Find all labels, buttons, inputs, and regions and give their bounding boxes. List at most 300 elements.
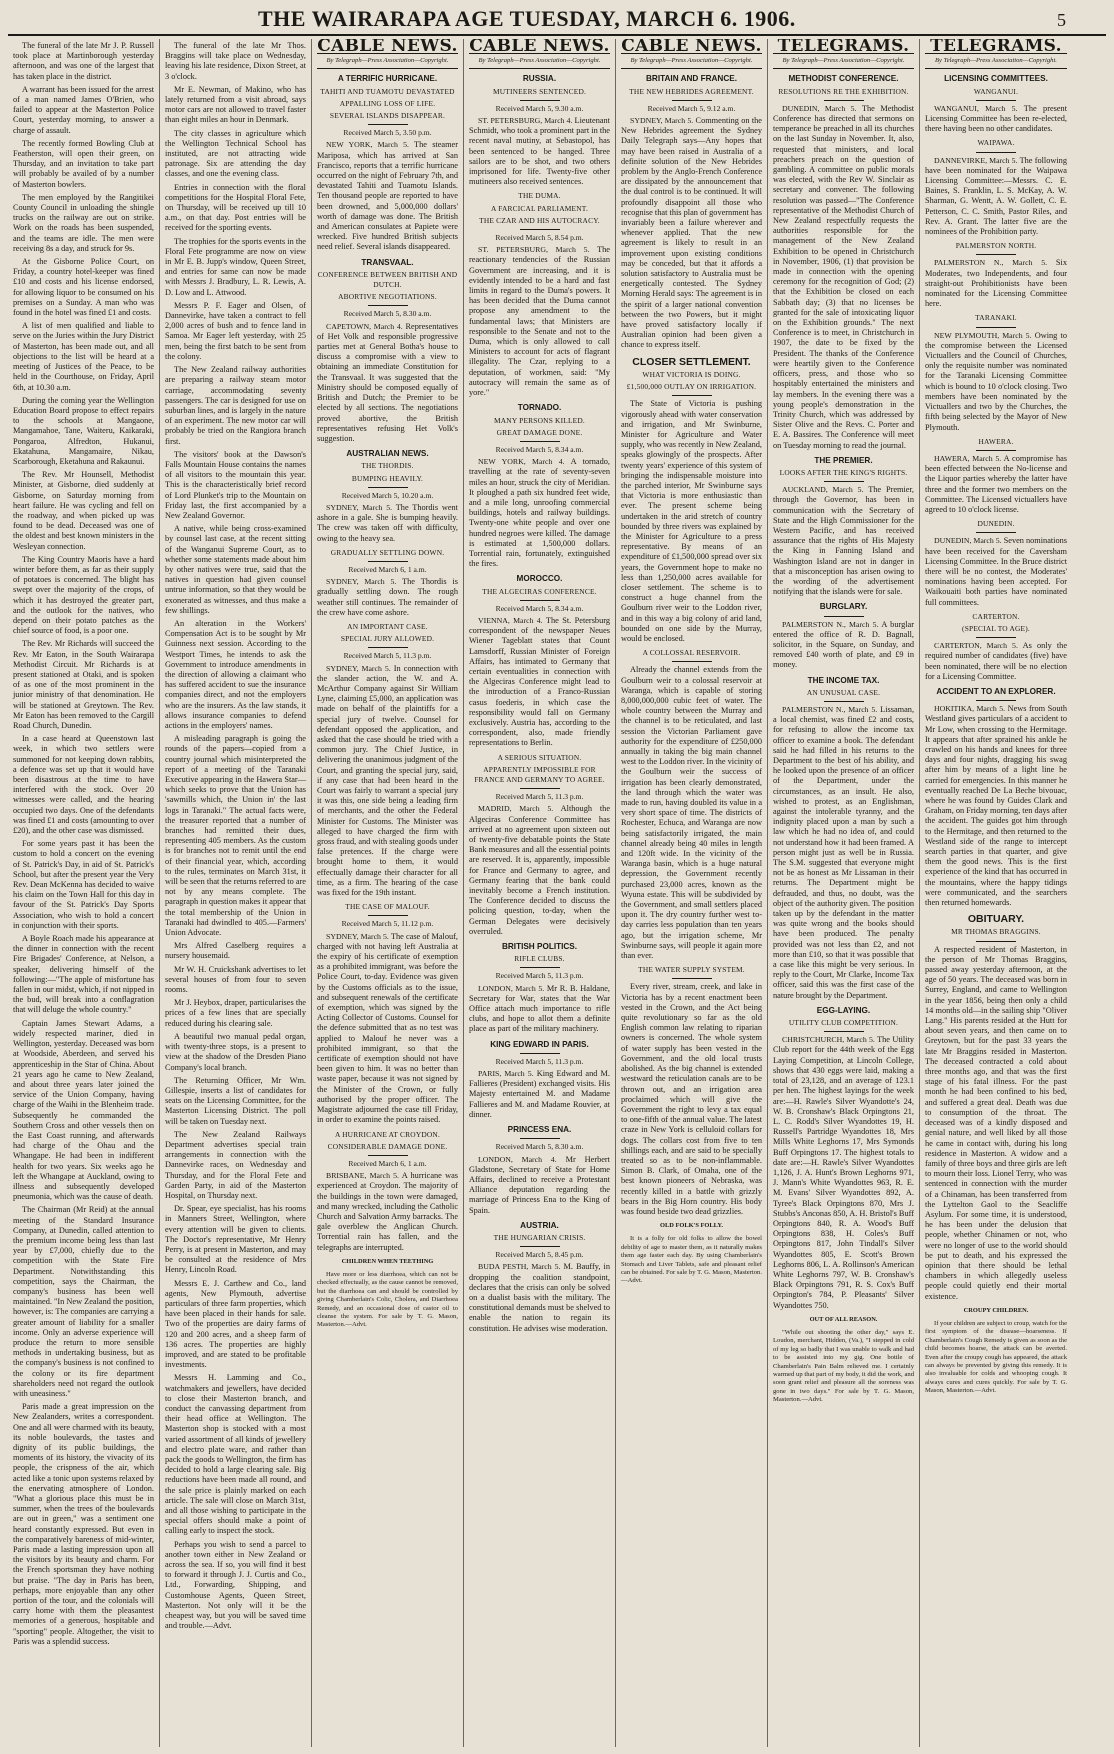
divider <box>672 661 712 662</box>
article <box>469 74 610 187</box>
article-body <box>925 536 1067 607</box>
dateline: CHRISTCHURCH, March 5. <box>782 1035 875 1045</box>
article-text: The State of Victoria is pushing vigorously ahead with water conservation and irrigation, and Mr Swinburne, Minister for Agriculture and Water supply, who was recently in New Zealand, speaks glowingly of the prospects. After twenty years' experience of this system of bringing the indispensable moisture into the parched interior, Mr Swinburne says that Victoria is more enthusiastic than ever. The present scheme being undertaken in the arid stretch of country bounded by three rivers was explained by the Minister for Agriculture to a press representative. By means of an expenditure of £1,500,000 spread over six years, the Government hope to make no less than 1,250,000 acres available for closer settlement. The scheme is to construct a huge channel from the Goulburn river weir to the Loddon river, and in this way a big colony of arid land, bounded on one side by the Murray, would be enclosed. <box>621 399 762 643</box>
divider <box>976 941 1016 942</box>
article-subheading: SPECIAL JURY ALLOWED. <box>340 634 435 644</box>
news-paragraph: Dr. Spear, eye specialist, has his rooms in Manners Street, Wellington, where every attention will be given to clients. The Doctor's representative, Mr Henry Perry, is at present in Masterton, and may be consulted at the residence of Mrs Henry, Lincoln Road. <box>165 1204 306 1275</box>
article-text: Seven nominations have been received for the Caversham Licensing Committee. In the Bruce district there will be no contest, the Moderates' nominations having been accepted. For Waikouaiti both parties have nominated full committees. <box>925 536 1068 607</box>
column-cable-news-2 <box>464 39 616 1747</box>
article-subheading: A FARCICAL PARLIAMENT. <box>491 203 588 213</box>
article <box>773 456 914 598</box>
news-paragraph: An alteration in the Workers' Compensation Act is to be sought by Mr Guinness next session. According to the Westport Times, he intends to ask the Government to introduce amendments in the direction of allowing a claimant who has suffered accident to sue the insurance companies direct, and not the employers who are the insurers. As the law stands, it allows insurance companies to defend actions in the employers' names. <box>165 618 306 730</box>
dateline: HAWERA, March 5. <box>934 453 1002 463</box>
news-paragraph: The Rev. Mr Hounsell, Methodist Minister, at Gisborne, died suddenly at Gisborne, on Saturday morning from heart failure. He was cycling and fell on the roadway, and when picked up was found to be dead. Deceased was one of the oldest and best known ministers in the Wesleyan connection. <box>13 470 154 551</box>
masthead <box>8 6 1106 36</box>
dateline: DUNEDIN, March 5. <box>934 536 1002 546</box>
article <box>925 914 1067 1302</box>
article-body <box>925 331 1067 433</box>
column-telegrams-2 <box>920 39 1072 1747</box>
article-text: A tornado, travelling at the rate of seventy-seven miles an hour, struck the city of Meridian. It ploughed a path six hundred feet wide, and a mile long, unroofing commercial buildings, hotels and railway buildings. Twenty-one white people and over one hundred negroes were killed. The damage is estimated at 1,500,000 dollars. Torrential rain, fortunately, extinguished the fires. <box>469 457 610 569</box>
news-paragraph: During the coming year the Wellington Education Board propose to effect repairs to the schools at Mangaone, Mangamahoe, Tane, Waiteru, Kaikaraki, Pongaroa, Alfredton, Hukanui, Ekatahuna, Mangamaire, Nikau, Scarborough, Eketahuna and Rakaunui. <box>13 395 154 466</box>
article-subheading: WAIPAWA. <box>977 138 1015 148</box>
article <box>469 753 610 937</box>
divider <box>368 1155 408 1156</box>
article-text: A compromise has been effected between the No-license and the Liquor parties whereby the latter have three and the former two members on the Committee. The Licensed victuallers have agreed to 10 o'clock license. <box>925 453 1068 514</box>
divider <box>520 100 560 101</box>
news-paragraph: The Rev. Mr Richards will succeed the Rev. Mr Eaton, in the South Wairarapa Methodist Circuit. Mr Richards is at present stationed at Otaki, and is spoken of as one of the most prominent in the junior ministry of that denomination. He will be stationed at Greytown. The Rev. Mr Eaton has been removed to the Cargill Road Church, Dunedin. <box>13 639 154 730</box>
advert-heading: OUT OF ALL REASON. <box>809 1315 878 1323</box>
article <box>925 437 1067 515</box>
divider <box>368 305 408 306</box>
column-heading: CABLE NEWS. <box>469 39 610 56</box>
received-line: Received March 6, 1 a.m. <box>348 1158 427 1168</box>
received-line: Received March 5, 8.30 a.m. <box>343 309 432 319</box>
article-subheading: AN UNUSUAL CASE. <box>806 687 881 697</box>
article-subheading: £1,500,000 OUTLAY ON IRRIGATION. <box>626 382 757 392</box>
article-subheading: THE ALGECIRAS CONFERENCE. <box>482 586 597 596</box>
news-paragraph: The Chairman (Mr Reid) at the annual meeting of the Standard Insurance Company, at Dunedin, called attention to the premium income being less than last year by £7,000, chiefly due to the competition with the State Fire Department. Notwithstanding this competition, says the Chairman, the company's business has been well maintained. "In New Zealand the position, however, is: The companies are carrying a greater amount of liability for a smaller income. Only an adverse experience will produce the return to more sensible methods in undertaking business, but as the company's business is not confined to the colony or its fire department shareholders need not regard the outlook with uneasiness." <box>13 1205 154 1398</box>
article-subheading: TAHITI AND TUAMOTU DEVASTATED <box>320 86 455 96</box>
article-text: The steamer Mariposa, which has arrived at San Francisco, reports that a terrific hurricane occurred on the night of February 7th, and devastated Tahiti and Tuamotu Islands. Ten thousand people are reported to have been drowned, and 5,000,000 dollars' worth of damage was done. The British and American consulates at Papiete were wrecked. Five hundred British subjects need relief. Several islands disappeared. <box>317 140 458 252</box>
dateline: BUDA PESTH, March 5. <box>478 1262 561 1272</box>
divider <box>520 1138 560 1139</box>
article-subheading: DUNEDIN. <box>977 519 1015 529</box>
news-paragraph: A native, while being cross-examined by counsel last case, at the recent sitting of the Wanganui Supreme Court, as to whether some statements made about him by other natives were true, said that the natives in question had given counsel untrue information, so that they would be exonerated as witnesses, and thus make a few shillings. <box>165 524 306 615</box>
dateline: DUNEDIN, March 5. <box>782 103 857 113</box>
divider <box>976 254 1016 255</box>
article-body <box>773 104 914 451</box>
article-text: The following have been nominated for the Waipawa Licensing Committee:—Messrs. C. E. Baines, S. Franklin, L. S. McKay, A. W. Sharman, G. Wentt, A. W. Gollett, C. E. Petterson, C. C. Smith, Pastor Riles, and Rev. A. Grant. The latter five are the nominees of the Prohibition party. <box>925 155 1067 237</box>
article-subheading: A HURRICANE AT CROYDON. <box>334 1129 441 1139</box>
article-body <box>317 1171 458 1253</box>
article-headline: KING EDWARD IN PARIS. <box>490 1039 589 1049</box>
article-text: Owing to the compromise between the Licensed Victuallers and the Council of Churches, only the requisite number was nominated for the Taranaki Licensing Committee which is bound to 10 o'clock closing. Two members have been nominated by the Victuallers and two by the Churches, the fifth being selected by the Mayor of New Plymouth. <box>925 330 1067 432</box>
article-body <box>317 932 458 1126</box>
article-headline: TORNADO. <box>517 403 562 413</box>
article-subheading: TARANAKI. <box>975 313 1017 323</box>
news-paragraph: The recently formed Bowling Club at Featherston, will open their green, on Thursday, and an invitation to take part will probably be availed of by a number of Masterton bowlers. <box>13 138 154 189</box>
article <box>773 602 914 670</box>
received-line: Received March 5, 9.30 a.m. <box>495 103 584 113</box>
article-body <box>317 577 458 618</box>
divider <box>976 637 1016 638</box>
dateline: WANGANUI, March 5. <box>934 103 1018 113</box>
dateline: HOKITIKA, March 5. <box>934 704 1006 714</box>
article-headline: THE INCOME TAX. <box>807 675 880 685</box>
article-headline: BRITISH POLITICS. <box>501 942 578 952</box>
article-subheading: WANGANUI. <box>973 86 1019 96</box>
article-body <box>925 704 1067 908</box>
article <box>621 357 762 644</box>
divider <box>368 647 408 648</box>
advert-text: If your children are subject to croup, watch for the first symptom of the disease—hoarseness. If Chamberlain's Cough Remedy is given as soon as the child becomes hoarse, the attack can be averted. Even after the croupy cough has appeared, the attack can always be prevented by giving this remedy. It is also invaluable for colds and whooping cough. It always cures and cures quickly. For sale by T. G. Mason, Masterton.—Advt. <box>925 1319 1067 1395</box>
news-paragraph: The New Zealand Railways Department advertises special train arrangements in connection with the Dannevirke races, on Wednesday and Thursday, and for the Floral Fete and Garden Party, in aid of the Masterton Hospital, on Thursday next. <box>165 1129 306 1200</box>
article-body <box>621 665 762 961</box>
article-body <box>621 399 762 644</box>
divider <box>824 701 864 702</box>
divider <box>976 152 1016 153</box>
article-text: A respected resident of Masterton, in the person of Mr Thomas Braggins, passed away yesterday afternoon, at the age of 50 years. The deceased was born in Surrey, England, and came to Wellington in the year 1856, being then only a child 14 months old—in the sailing ship "Oliver Lang." His parents resided at the Hutt for about seven years, and then came on to Greytown, but for the past 33 years the late Mr Braggins resided in Masterton. The deceased contracted a cold about three months ago, and that was the first stage of his fatal illness. For the past month he had been confined to his bed, and suffered a great deal. Death was due to consumption of the throat. The deceased was of a kindly disposed and genial nature, and well liked by all those he came in contact with, during his long residence in Masterton. A widow and a family of three boys and three girls are left to mourn their loss. Lionel Terry, who was sentenced in connection with the murder of a Chinaman, has been transferred from the Lyttelton Gaol to the Seacliffe Asylum. For some time, it is understood, he has been under the delusion that people, whether Chinamen or not, who were no longer of use to the world should be put to death, and his expressed the opinion that there should be lethal chambers in which allegedly useless people could quietly end their mortal existence. <box>925 944 1067 1301</box>
column-cable-news-1 <box>312 39 464 1747</box>
news-paragraph: A Boyle Roach made his appearance at the dinner in connection with the recent Fire Brigades' Conference, at Nelson, a speaker, delivering himself of the following:—"The apple of misfortune has fallen in our midst, which, if not nipped in the bud, will break into a conflagration that will deluge the whole country." <box>13 934 154 1015</box>
article <box>469 403 610 569</box>
divider <box>520 967 560 968</box>
columns <box>8 39 1106 1747</box>
advert-heading: CHILDREN WHEN TEETHING <box>341 1257 434 1265</box>
article-headline: AUSTRIA. <box>520 1220 559 1230</box>
article-text: Six Moderates, two Independents, and four straight-out Prohibitionists have been nominated for the Licensing Committee here. <box>925 258 1067 309</box>
article-text: Already the channel extends from the Goulburn weir to a colossal reservoir at Waranga, which is capable of storing 8,000,000,000 cubic feet of water. The whole country between the Murray and the channel is to be reticulated, and last session the Victorian Parliament gave authority for the expenditure of £250,000 annually in taking the big main channel west to the Loddon river. In the vicinity of the Goulburn weir the success of irrigation has been clearly demonstrated, the land through which the water was made to run, having doubled its value in a very short space of time. The districts of Rochester, Echuca, and Waranga are now being satisfactorily irrigated, the main channel already being 40 miles in length and 120ft wide. In the vicinity of the Waranga basin, which is a huge natural depression, the Government recently purchased 23,000 acres, known as the Wyuna estate. This will be subdivided by the Government, and small settlers placed upon it. The dry country further west to-day carries less population than ten years ago, but the irrigation scheme, Mr Swinburne says, will people it again more than ever. <box>621 665 762 961</box>
article-body <box>925 258 1067 309</box>
article-body <box>317 140 458 252</box>
article-headline: CLOSER SETTLEMENT. <box>632 355 751 368</box>
article-text: The Methodist Conference has directed that sermons on temperance be preached in all its churches on the last Sunday in November. It, also, requested that ministers, and local preachers preach on the question of gambling. A committee on public morals was elected, with the Rev W. Sinclair as secretary and convener. The following resolution was passed—"The Conference representative of the Methodist Church of New Zealand respectfully requests the authorities responsible for the management of the New Zealand Exhibition to be opened in Christchurch in November, 1906, (1) that provision be made in connection with the opening ceremony for the recognition of God; (2) that the Exhibition be closed on each Sabbath day; (3) that no licenses be granted for the sale of intoxicating liquor on the Exhibition grounds." The next Conference is to meet, in Christchurch in 1907, the date to be fixed by the President. The thanks of the Conference were heartily given to the Conference officers, press, and those who so hospitably entertained the ministers and lay members. In the evening there was a young people's demonstration in the Trinity Church, which was addressed by Sister Olive and the Revs. C. Porter and E. A. Bassires. The Conference will meet on Tuesday morning to read the journal. <box>773 103 914 450</box>
news-paragraph: Mr E. Newman, of Makino, who has lately returned from a visit abroad, says motor cars are not allowed to travel faster than eight miles an hour in Denmark. <box>165 84 306 125</box>
article-subheading: LOOKS AFTER THE KING'S RIGHTS. <box>779 467 908 477</box>
article-text: The case of Malouf, charged with not having left Australia at the expiry of his certificate of exemption as a prohibited immigrant, was before the Police Court, to-day. Evidence was given by the Customs officials as to the issue, and subsequent renewals of the certificate of exemption, which was signed by the Acting Collector of Customs. Counsel for the defence submitted that as no test was applied to Malouf he never was a prohibited immigrant, so that the certificate of exemption should not have been given to him. It was no better than waste paper, because it was not signed by the Minister of the Crown, or fully authorised by the proper officer. The Magistrate adjourned the case till Friday, in order to examine the points raised. <box>317 931 458 1125</box>
divider <box>368 561 408 562</box>
column-local-news-1 <box>8 39 160 1747</box>
article <box>773 74 914 450</box>
dateline: SYDNEY, March 5. <box>630 116 694 126</box>
advert-text: "While out shooting the other day," says E. Loudon, merchant, Hidden, (Va.), "I stepped in cold of my leg so badly that I was unable to walk and had to be assisted into my gig. One bottle of Chamberlain's Pain Balm relieved me. I certainly warmed up that part of my body, it did the work, and soon grant relief and pleasure all the soreness was gone in two days." For sale by T. G. Mason, Masterton.—Advt. <box>773 1328 914 1404</box>
article-body <box>773 485 914 597</box>
received-line: Received March 5, 11.3 p.m. <box>343 651 432 661</box>
article-headline: A TERRIFIC HURRICANE. <box>337 74 438 84</box>
article <box>317 1130 458 1253</box>
news-paragraph: The funeral of the late Mr Thos. Braggins will take place on Wednesday, leaving his late residence, Dixon Street, at 3 o'clock. <box>165 41 306 81</box>
dateline: DANNEVIRKE, March 5. <box>934 155 1018 165</box>
article-body <box>925 945 1067 1302</box>
news-paragraph: A misleading paragraph is going the rounds of the papers—copied from a country journal which misinterpreted the report of a meeting of the Taranaki Executive appearing in the Hawera Star—which seeks to prove that the Union has 'sawmills which, the Union in' the last logs in Taranaki." The actual facts were, the treasurer reported that a number of branches had remitted their dues, representing 405 members. As the custom is for branches not to remit until the end of their financial year, which, according to the rules, terminates on March 31st, it will be seen that the returns referred to are not by any means complete. The paragraph in question makes it appear that the total membership of the Union in Taranaki had dwindled to 405.—Farmers' Union Advocate. <box>165 734 306 938</box>
received-line: Received March 5, 8.45 p.m. <box>495 1250 584 1260</box>
advert-heading: OLD FOLK'S FOLLY. <box>660 1222 723 1230</box>
dateline: VIENNA, March 4. <box>478 615 543 625</box>
article <box>925 612 1067 682</box>
article-text: Every river, stream, creek, and lake in Victoria has by a recent enactment been vested in the Crown, and the Act being quite revolutionary so far as the old English common law relating to riparian owners is concerned. The whole system of water supply has been vested in the Government, and the old local trusts abolished. As the big channel is extended westward the reticulation canals are to be thrown out, and an irrigation area proclaimed which will give the Government the right to levy a tax equal to one-fifth of the annual value. The latest craze in New York is celluloid collars for dogs. The collars cost from five to ten shillings each, and are said to be specially treated so as to be non-inflammable. Simon B. Clark, of Omaha, one of the best known pioneers of Nebraska, was recently killed in a battle with grizzly bears in the Big Horn country. His body was found beside two dead grizzlies. <box>621 982 762 1216</box>
article-body <box>317 664 458 899</box>
article-subheading: AN IMPORTANT CASE. <box>347 621 428 631</box>
dateline: PALMERSTON N., March 5. <box>934 258 1048 268</box>
article-body <box>621 116 762 351</box>
article <box>925 241 1067 309</box>
dateline: ST. PETERSBURG, March 5. <box>478 245 590 255</box>
article-text: King Edward and M. Fallieres (President) exchanged visits. His Majesty entertained M. and Madame Fallieres and M. and Madame Rouvier, at dinner. <box>469 1069 610 1119</box>
article-body <box>469 457 610 569</box>
advert-heading: CROUPY CHILDREN. <box>963 1306 1029 1314</box>
divider <box>368 124 408 125</box>
news-paragraph: Messrs E. J. Carthew and Co., land agents, New Plymouth, advertise particulars of three farm properties, which have been placed in their hands for sale. Two of the properties are dairy farms of 120 and 200 acres, and a sheep farm of 136 acres. The properties are highly improved, and are stated to be profitable investments. <box>165 1278 306 1370</box>
news-paragraph: Perhaps you wish to send a parcel to another town either in New Zealand or across the sea. If so, you will find it best to forward it through J. J. Curtis and Co., Ltd., Forwarding, Shipping, and Customhouse Agents, Queen Street, Masterton. Not only will it be the cheapest way, but you will be saved time and trouble.—Advt. <box>165 1539 306 1631</box>
article <box>469 1040 610 1120</box>
divider <box>520 788 560 789</box>
received-line: Received March 5, 8.34 a.m. <box>495 603 584 613</box>
article-body <box>925 454 1067 515</box>
article-subheading: UTILITY CLUB COMPETITION. <box>788 1018 899 1028</box>
article-body <box>469 984 610 1035</box>
article-body <box>317 322 458 444</box>
article-headline: RUSSIA. <box>522 74 557 84</box>
column-byline: By Telegraph—Press Association—Copyright. <box>317 54 458 69</box>
received-line: Received March 5, 8.54 p.m. <box>495 233 584 243</box>
article <box>621 965 762 1217</box>
article-subheading: APPARENTLY IMPOSSIBLE FOR FRANCE AND GERMANY TO AGREE. <box>474 764 605 784</box>
received-line: Received March 5, 8.30 a.m. <box>495 1142 584 1152</box>
article <box>317 548 458 618</box>
article-headline: TRANSVAAL. <box>361 257 414 267</box>
article-subheading: ABORTIVE NEGOTIATIONS. <box>338 292 437 302</box>
article-headline: EGG-LAYING. <box>816 1005 871 1015</box>
article-text: The St. Petersburg correspondent of the newspaper Neues Wiener Tageblatt states that Count Lamsdorff, Russian Minister of Foreign Affairs, has intimated to Germany that certain eventualities in connection with the Algeciras Conference might lead to the introduction of a Franco-Russian casus foederis, in which case the responsibility would fall on Germany exclusively. Austria has, according to the correspondent, also, made friendly representations to Berlin. <box>469 615 610 748</box>
page-number: 5 <box>1057 10 1066 30</box>
dateline: NEW YORK, March 5. <box>326 140 409 150</box>
divider <box>672 100 712 101</box>
article-headline: THE PREMIER. <box>814 455 873 465</box>
article <box>469 1125 610 1216</box>
received-line: Received March 6, 1 a.m. <box>348 564 427 574</box>
news-paragraph: The men employed by the Rangitikei County Council in unloading the shingle trucks on the railway are out on strike. Work on the roads has been suspended, and the teams are idle. The men were receiving 8s a day, and struck for 9s. <box>13 192 154 253</box>
article-body <box>469 804 610 937</box>
column-telegrams-1 <box>768 39 920 1747</box>
article-subheading: THE HUNGARIAN CRISIS. <box>493 1232 586 1242</box>
article-text: The reactionary tendencies of the Russian Government are increasing, and it is evidently intended to be a hard and fast limits in regard to the Duma's powers. It has been decided that the Duma cannot propose any amendment to the fundamental laws; that Ministers are responsible to the Senate and not to the Duma, which is only allowed to call Ministers to account for acts of flagrant illegality. The Czar, replying to a deputation, of workmen, said: "My autocracy will remain the same as of yore." <box>469 245 610 398</box>
article-text: Mr R. B. Haldane, Secretary for War, states that the War Office attach much importance to rifle clubs, and hope to allot them a definite place as part of the military machinery. <box>469 983 610 1034</box>
article-subheading: THE CASE OF MALOUF. <box>345 902 430 912</box>
dateline: CARTERTON, March 5. <box>934 641 1018 651</box>
divider <box>368 915 408 916</box>
news-paragraph: For some years past it has been the custom to hold a concert on the evening of St. Patrick's Day, in aid of St. Patrick's School, but after the present year the Very Rev. Dean McKenna has decided to waive his claim on the Town Hall for this day in favour of the St. Patrick's Day Sports Association, who wish to hold a concert in conjunction with their sports. <box>13 839 154 930</box>
news-paragraph: Messrs H. Lamming and Co., watchmakers and jewellers, have decided to close their Masterton branch, and conduct the canvassing department from their head office at Wellington. The Masterton shop is stocked with a most varied assortment of all kinds of jewellery and electro plate ware, and rather than pack the goods to Wellington, the firm has decided to hold a large clearing sale. Big reductions have been made all round, and the sale price is plainly marked on each article. The sale will close on March 31st, and all those wishing to participate in the special offers should make a point of calling early to inspect the stock. <box>165 1373 306 1536</box>
article <box>773 1006 914 1311</box>
received-line: Received March 5, 3.50 p.m. <box>343 128 432 138</box>
article <box>621 74 762 350</box>
divider <box>368 487 408 488</box>
news-paragraph: Mr W. H. Cruickshank advertises to let several houses of from four to seven rooms. <box>165 964 306 995</box>
article <box>925 519 1067 608</box>
dateline: NEW PLYMOUTH, March 5. <box>934 330 1032 340</box>
article-subheading: SEVERAL ISLANDS DISAPPEAR. <box>329 111 446 121</box>
article <box>317 902 458 1125</box>
article-body <box>925 156 1067 238</box>
divider <box>976 100 1016 101</box>
article-subheading: CARTERTON. <box>972 611 1020 621</box>
article-headline: BRITAIN AND FRANCE. <box>646 74 737 84</box>
divider <box>672 978 712 979</box>
divider <box>520 1053 560 1054</box>
news-paragraph: The King Country Maoris have a hard winter before them, as far as their supply of potatoes is concerned. The blight has swept over the majority of the crops, of which it has destroyed the greater part, and the outlook for the natives, who depend on their potato patches as the chief source of food, is a poor one. <box>13 554 154 636</box>
article-subheading: MANY PERSONS KILLED. <box>494 415 585 425</box>
dateline: CAPETOWN, March 4. <box>326 321 403 331</box>
article-text: In connection with the slander action, the W. and A. McArthur Company against Sir William Lyne, claiming £5,000, an application was made on behalf of the plaintiffs for a special jury of twelve. Counsel for defendant opposed the application, and asked that the case should be tried with a common jury. The Chief Justice, in delivering the unanimous judgment of the Court, and granting the special jury, said, if any case that had been heard in the Court was fairly to warrant a special jury it was this, one side being a leading firm of merchants, and the other the Federal Minister for Customs. The Minister was alleged to have charged the firm with gross fraud, and with stealing goods under false pretences. If the charge were brought home to them, it would effectually damage their character for all time, as a firm. The hearing of the case was fixed for the 19th instant. <box>317 663 459 898</box>
received-line: Received March 5, 11.12 p.m. <box>341 919 434 929</box>
dateline: MADRID, March 5. <box>478 804 554 814</box>
news-paragraph: The visitors' book at the Dawson's Falls Mountain House contains the names of all visitors to the mountain this year. This is the characteristically brief record of Lord Plunket's trip to the Mountain on Friday last, the first accompanied by a New Zealand Governor. <box>165 449 306 520</box>
divider <box>520 1246 560 1247</box>
received-line: Received March 5, 8.34 a.m. <box>495 444 584 454</box>
divider <box>672 395 712 396</box>
article <box>317 449 458 544</box>
article-text: News from South Westland gives particulars of a accident to Mr Low, when crossing to the Hermitage. It appears that after sprained his ankle he crawled on his hands and knees for three days and four nights, dragging his swag after him by means of a light line he carried for emergencies. In this manner he eventually reached De La Beche bivouac, where he was found by Guides Clark and Graham, on Friday morning, ten days after the accident. The guides got him through to the Hermitage, and then returned to the Westland side of the range to intercept search parties in that quarter, and give them the good news. This is the first experience of the kind that has occurred in the mountains, where the happy tidings were communicated, and the searchers then returned homewards. <box>925 704 1068 908</box>
column-local-news-2 <box>160 39 312 1747</box>
divider <box>976 532 1016 533</box>
received-line: Received March 5, 10.20 a.m. <box>341 490 434 500</box>
article <box>773 676 914 1001</box>
article-text: Lissaman, a local chemist, was fined £2 and costs, for refusing to allow the income tax officer to examine a book. The defendant said he had filled in his returns to the Department to the best of his ability, and he looked upon the presence of an officer of the Department, under the circumstances, as an insult. He also, wished to protest, as an Englishman, against the intolerable tyranny, and the indignity placed upon a man by such a law which he had no idea of, and could not understand how it had been framed. A person might just as well be in Russia. The S.M. suggested that everyone might not be as honest as Mr Lissaman in their returns. The Department might be defrauded, and thus, no doubt, was the object of the authority given. The position taken up by the defendant in the matter was quite wrong and the books should have been produced. The penalty provided was not less than £2, and not more than £10, so that it was possible that a case like this might be very serious. In reply to the Court, Mr Clarke, Income Tax officer, said this was the first case of the nature brought by the Department. <box>773 704 915 1000</box>
article-subheading: GRADUALLY SETTLING DOWN. <box>330 547 445 557</box>
article-text: The Thordis is gradually settling down. The rough weather still continues. The remainder of the crew have come ashore. <box>317 577 458 617</box>
article <box>317 622 458 898</box>
article <box>469 942 610 1035</box>
article-subheading: THE THORDIS. <box>361 461 414 471</box>
divider <box>824 481 864 482</box>
column-heading: TELEGRAMS. <box>925 41 1067 54</box>
article-headline: METHODIST CONFERENCE. <box>788 74 899 84</box>
article-subheading: CONFERENCE BETWEEN BRITISH AND DUTCH. <box>317 269 458 290</box>
news-paragraph: The Returning Officer, Mr Wm. Gillespie, inserts a list of candidates for seats on the Licensing Committee, for the Masterton Licensing District. The poll will be taken on Tuesday next. <box>165 1075 306 1126</box>
article-body <box>773 1035 914 1310</box>
article-body <box>925 104 1067 135</box>
article-text: Representatives of Het Volk and responsible progressive parties met at General Botha's house to discuss a compromise with a view to obtaining an immediate Constitution for the Transvaal. It was suggested that the Ministry should be composed equally of British and Dutch; the Premier to be elected by all sections. The negotiations proved abortive, the British representatives refusing Het Volk's suggestion. <box>317 321 459 443</box>
article-body <box>925 641 1067 682</box>
column-byline: By Telegraph—Press Association—Copyright. <box>773 54 914 69</box>
news-paragraph: Mr J. Heybox, draper, particularises the prices of a few lines that are specially reduced during his clearing sale. <box>165 998 306 1028</box>
received-line: Received March 5, 11.3 p.m. <box>495 792 584 802</box>
article-headline: BURGLARY. <box>819 602 868 612</box>
received-line: Received March 5, 11.3 p.m. <box>495 1056 584 1066</box>
divider <box>824 100 864 101</box>
article-subheading: THE CZAR AND HIS AUTOCRACY. <box>479 215 600 225</box>
article <box>469 191 610 398</box>
news-paragraph: Paris made a great impression on the New Zealanders, writes a correspondent. One and all were charmed with its beauty, its noble boulevards, the tastes and dignity of its public buildings, the moments of its history, the vivacity of its people, the crispness of the air, which acted like a tonic upon systems relaxed by the enervating atmosphere of London. "What a glorious place this must be in summer, when the trees of the boulevards are out in green," was a sentiment one heard constantly expressed. But even in the comparatively bareness of mid-winter, Paris made a lasting impression upon all the visitors by its beauty and charm. For the French sportsman they have nothing but praise. "The day in Paris has been, perhaps, more enjoyable than any other portion of the tour, and the colonials will carry home with them the pleasantest memories of a generous, hospitable and "sporting" people. Altogether, the visit to Paris was a splendid success. <box>13 1402 154 1646</box>
received-line: Received March 5, 9.12 a.m. <box>647 103 736 113</box>
article-text: Commenting on the New Hebrides agreement the Sydney Daily Telegraph says—Any hopes that may have been raised in Australia of a definite solution of the New Hebrides problem by the Anglo-French Conference are dissipated by the announcement that the dual control is to be continued. It will profoundly disappoint all those who recognise that this plan of government has invariably been a failure wherever and whenever applied. That the new agreement is likely to result in an improvement upon existing conditions may be conceded, but that it affords a solution satisfactory to Australia must be energetically contested. The Sydney Morning Herald says: The agreement is in the spirit of a larger national convention between the two Powers, but it might have proved satisfactory locally if Australian opinion had been given a chance to express itself. <box>621 116 762 350</box>
dateline: ST. PETERSBURG, March 4. <box>478 116 573 126</box>
article-text: A burglar entered the office of R. D. Bagnall, solicitor, in the Square, on Sunday, and removed £40 worth of plate, and £9 in money. <box>773 619 914 670</box>
article <box>925 138 1067 237</box>
article-body <box>469 1155 610 1216</box>
dateline: PALMERSTON N., March 5. <box>782 704 878 714</box>
dateline: SYDNEY, March 5. <box>326 577 397 587</box>
dateline: BRISBANE, March 5. <box>326 1171 399 1181</box>
dateline: PALMERSTON N., March 5. <box>782 619 879 629</box>
news-paragraph: Captain James Stewart Adams, a widely respected mariner, died in Wellington, yesterday. Deceased was born at Woodside, Aberdeen, and served his apprenticeship in the Star of China. About 21 years ago he came to New Zealand, and about three years later joined the service of the Union Company, having charge of the Waihi in the Blenheim trade. Subsequently he commanded the Southern Cross and other vessels then on the East Coast running, and afterwards had charge of the Ohau and the Whangape. He had been in indifferent health for two years. Six weeks ago he left the Whangape at Auckland, owing to illness and subsequently developed pneumonia, which was the cause of death. <box>13 1018 154 1202</box>
article <box>317 74 458 252</box>
article-body <box>469 1069 610 1120</box>
article-text: Mr Herbert Gladstone, Secretary of State for Home Affairs, declined to receive a Protestant Alliance deputation regarding the marriage of Princess Ena to the King of Spain. <box>469 1154 610 1215</box>
article-body <box>469 116 610 187</box>
divider <box>520 600 560 601</box>
article <box>925 74 1067 134</box>
divider <box>824 616 864 617</box>
article-body <box>469 245 610 398</box>
column-heading: TELEGRAMS. <box>773 41 914 54</box>
advert-text: It is a folly for old folks to allow the bowel debility of age to master them, as it naturally makes them age faster each day. By using Chamberlain's Stomach and Liver Tablets, safe and pleasant relief can be obtained. For sale by T. G. Mason, Masterton.—Advt. <box>621 1235 762 1285</box>
dateline: LONDON, March 5. <box>478 983 545 993</box>
article-headline: OBITUARY. <box>967 913 1025 926</box>
article-headline: LICENSING COMMITTEES. <box>944 74 1048 84</box>
advert-text: Have more or less diarrhoea, which can not be checked effectually, as the cause cannot be removed, but the diarrhoea can and should be controlled by giving Chamberlain's Colic, Cholera, and Diarrhoea Remedy, and an occasional dose of castor oil to cleanse the system. For sale by T. G. Mason, Masterton.—Advt. <box>317 1270 458 1329</box>
news-paragraph: The trophies for the sports events in the Floral Fete programme are now on view in Mr E. B. Jupp's window, Queen Street, and entries for same can now be made with Messrs J. Bradbury, L. R. Lewis, A. D. Low and L. Attwood. <box>165 236 306 297</box>
article-subheading: MUTINEERS SENTENCED. <box>492 86 587 96</box>
article-body <box>469 616 610 749</box>
news-paragraph: Entries in connection with the floral competitions for the Hospital Floral Fete, on Thursday, will be received up till 10 a.m., on that day. Post entries will be received for the sporting events. <box>165 182 306 233</box>
news-paragraph: A list of men qualified and liable to serve on the Juries within the Jury District of Masterton, has been made out, and all objections to the list will be heard at a meeting of Justices of the Peace, to be held in the Courthouse, on Friday, April 6th, at 10.30 a.m. <box>13 321 154 392</box>
news-paragraph: A warrant has been issued for the arrest of a man named James O'Brien, who failed to appear at the Masterton Police Court, yesterday morning, to answer a charge of assault. <box>13 84 154 135</box>
divider <box>976 327 1016 328</box>
column-heading: CABLE NEWS. <box>621 39 762 56</box>
article-text: The Premier, through the Governor, has been in communication with the Secretary of State and the High Commissioner for the Western Pacific, and has received assurance that the rights of His Majesty the King in Fanning Island and Washington Island are not in danger in that a misconception has arisen owing to the wording of the advertisement notifying that the islands were for sale. <box>773 485 914 597</box>
article-subheading: (SPECIAL TO AGE). <box>962 623 1030 633</box>
dateline: LONDON, March 4. <box>478 1154 557 1164</box>
article-text: M. Bauffy, in dropping the coalition standpoint, declares that the crisis can only be solved on a dualist basis with the military. The constitutional demands must be shelved to enable the nation to regain its constitution. He advises wise moderation. <box>469 1262 611 1333</box>
article-body <box>317 503 458 544</box>
received-line: Received March 5, 11.3 p.m. <box>495 971 584 981</box>
article-subheading: RIFLE CLUBS. <box>514 954 565 964</box>
dateline: SYDNEY, March 5. <box>326 931 389 941</box>
article-subheading: CONSIDERABLE DAMAGE DONE. <box>327 1141 448 1151</box>
article-headline: MOROCCO. <box>516 574 563 584</box>
dateline: PARIS, March 5. <box>478 1069 534 1079</box>
article-subheading: HAWERA. <box>978 436 1014 446</box>
article-text: The present Licensing Committee has been re-elected, there having been no other candidates. <box>925 103 1067 134</box>
article-body <box>469 1262 610 1333</box>
news-paragraph: The funeral of the late Mr J. P. Russell took place at Martinborough yesterday afternoon, and was one of the largest that has taken place in the district. <box>13 41 154 81</box>
article-subheading: WHAT VICTORIA IS DOING. <box>642 369 741 379</box>
article <box>925 687 1067 908</box>
article <box>317 258 458 444</box>
dateline: NEW YORK, March 4. <box>478 457 565 467</box>
article-text: The Utility Club report for the 44th week of the Egg Laying Competition, at Lincoln College, shows that 430 eggs were laid, making a total of 23,128, and an average of 123.1 per hen. The highest layings for the week are:—H. Rawle's Silver Wyandotte's 24, W. B. Cronshaw's Black Orpingtons 21, L. C. Rodd's Silver Wyandottes 19, H. Russell's Partridge Wyandottes 18, Mrs Mills White Leghorns 17, Mrs Symonds Buff Orpingtons 17. The highest totals to date are:—H. Rawle's Silver Wyandottes 1,126, J. A. Hunt's Brown Leghorns 971, J. Mann's White Wyandottes 963, R. E. M. Evans' Silver Wyandottes 892, A. Tyree's Black Orpingtons 870, Mrs J. Stubbs's Anconas 850, A. H. Bristol's Buff Orpingtons 840, R. A. Wood's Buff Orpingtons 838, H. Coles's Buff Orpingtons 817, John Tindall's Silver Wyandottes 805, E. Scott's Brown Leghorns 806, L. A. Rollinson's American White Leghorns 797, W. B. Cronshaw's Black Orpingtons 791, R. S. Cox's Buff Orpington's 784, P. Pleasants' Silver Wyandottes 750. <box>773 1035 914 1310</box>
article <box>469 574 610 748</box>
article <box>469 1221 610 1334</box>
divider <box>824 1031 864 1032</box>
article-subheading: GREAT DAMAGE DONE. <box>496 427 583 437</box>
dateline: SYDNEY, March 5. <box>326 502 393 512</box>
column-byline: By Telegraph—Press Association—Copyright. <box>469 54 610 69</box>
article-subheading: THE WATER SUPPLY SYSTEM. <box>638 965 745 975</box>
article-subheading: THE DUMA. <box>518 191 561 201</box>
article-text: The Thordis went ashore in a gale. She is bumping heavily. The crew was taken off with difficulty, owing to the heavy sea. <box>317 502 458 543</box>
article-text: As only the required number of candidates (five) have been nominated, there will be no election for a Licensing Committee. <box>925 641 1068 681</box>
dateline: SYDNEY, March 5. <box>326 663 391 673</box>
article-headline: ACCIDENT TO AN EXPLORER. <box>936 686 1056 696</box>
article-subheading: BUMPING HEAVILY. <box>351 473 424 483</box>
divider <box>976 450 1016 451</box>
article-subheading: RESOLUTIONS RE THE EXHIBITION. <box>778 86 909 96</box>
news-paragraph: Messrs P. F. Eager and Olsen, of Dannevirke, have taken a contract to fell 2,000 acres of bush and to fence land in Samoa. Mr Eager left yesterday, with 25 men, being the first batch to be sent from the colony. <box>165 300 306 361</box>
news-paragraph: At the Gisborne Police Court, on Friday, a country hotel-keeper was fined £10 and costs and his license endorsed, for allowing liquor to be consumed on his premises on a Sunday. A man who was found in the hotel was fined £1 and costs. <box>13 257 154 318</box>
article-text: A hurricane was experienced at Croydon. The majority of the buildings in the town were damaged, and many wrecked, including the Catholic Church and Salvation Army barracks. The gale overblew the Anglican Church. Torrential rain has fallen, and the telegraphs are interrupted. <box>317 1171 458 1252</box>
article-subheading: THE NEW HEBRIDES AGREEMENT. <box>629 86 754 96</box>
news-paragraph: The city classes in agriculture which the Wellington Technical School has instituted, are not attracting wide patronage. Six are attending the day classes, and one the evening class. <box>165 128 306 179</box>
article-text: Although the Algeciras Conference Committee has arrived at no agreement upon sixteen out of twenty-five debatable points the State Bank measures and all the essential points are reserved. It is, apparently, impossible for France and Germany to agree, and Germany fearing that the bank could inevitably become a French institution. The Conference decided to discuss the policing question, to-day, when the German Delegates were decisively overruled. <box>469 804 610 936</box>
column-byline: By Telegraph—Press Association—Copyright. <box>621 54 762 69</box>
article <box>925 313 1067 432</box>
article-subheading: A COLLOSSAL RESERVOIR. <box>642 648 741 658</box>
news-paragraph: In a case heard at Queenstown last week, in which two settlers were summoned for not keeping down rabbits, a defence was set up that it would have been disastrous at the time to have interfered with the stock. Over 20 witnesses were called, and the hearing occupied two days. One of the defendants was fined £1 and costs (amounting to over £20), and the other case was dismissed. <box>13 734 154 836</box>
page-title: THE WAIRARAPA AGE TUESDAY, MARCH 6. 1906. <box>258 6 796 31</box>
column-byline: By Telegraph—Press Association—Copyright. <box>925 54 1067 69</box>
column-heading: CABLE NEWS. <box>317 39 458 56</box>
article-subheading: APPALLING LOSS OF LIFE. <box>339 98 436 108</box>
article-body <box>621 982 762 1217</box>
news-paragraph: The New Zealand railway authorities are preparing a railway steam motor carriage, accommodating seventy passengers. The car is designed for use on suburban lines, and is largely in the nature of an experiment. The new motor car will probably be tried on the Rangiora branch first. <box>165 365 306 446</box>
article-headline: AUSTRALIAN NEWS. <box>346 449 429 459</box>
divider <box>976 700 1016 701</box>
article-subheading: A SERIOUS SITUATION. <box>497 752 582 762</box>
news-paragraph: A beautiful two manual pedal organ, with twenty-three stops, is a present to view at the shadow of the Dresden Piano Company's local branch. <box>165 1031 306 1072</box>
divider <box>520 441 560 442</box>
